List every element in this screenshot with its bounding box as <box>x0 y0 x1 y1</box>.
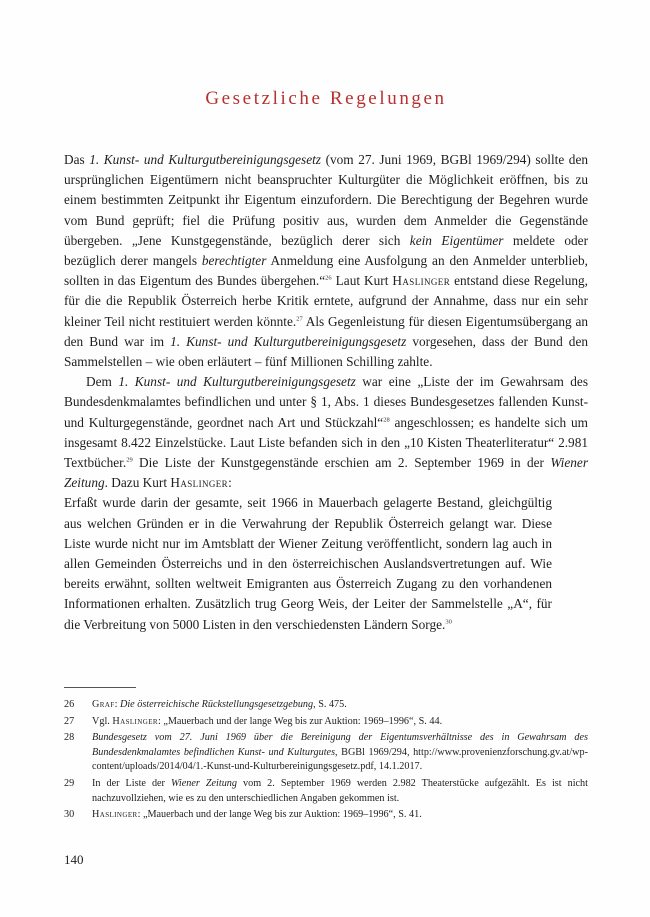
body-text <box>64 150 588 635</box>
law-title: 1. Kunst- und Kulturgutbereinigungsgesetz <box>89 152 321 167</box>
footnote-ref-27: 27 <box>296 315 303 323</box>
law-title: 1. Kunst- und Kulturgutbereinigungsgesetz <box>170 333 407 349</box>
emphasis: berechtigter <box>201 253 267 269</box>
paragraph-1: Das 1. Kunst- und Kulturgutbereinigungsgesetz (vom 27. Juni 1969, BGBl 1969/294) sollte den ursprünglichen Eigentümern nicht beanspruchter Kulturgüter die Möglichkeit eröffnen, bis zu einem bestimmten Zeitpunkt ihr Eigentum einzufordern. Die Berechtigung der Begehren wurde vom Bund geprüft; fiel die Prüfung positiv aus, wurden dem Anmelder die Gegenstände übergeben. „Jene Kunstgegenstände, bezüglich derer sich kein Eigentümer meldete oder bezüglich derer mangels berechtigter Anmeldung eine Ausfolgung an den Anmelder unterblieb, sollten in das Eigentum des Bundes übergehen.“$^{26}$ Laut Kurt Haslinger entstand diese Regelung, für die die Republik Österreich herbe Kritik erntete, aufgrund der Annahme, dass nur ein sehr kleiner Teil nicht restituiert werden könnte.$^{27}$ Als Gegenleistung für diesen Eigentumsübergang an den Bund war im 1. Kunst- und Kulturgutbereinigungsgesetz vorgesehen, dass der Bund den Sammelstellen – wie oben erläutert – fünf Millionen Schilling zahlte. <box>64 152 589 370</box>
footnotes <box>64 698 588 825</box>
newspaper-title: Wiener Zeitung <box>64 455 588 491</box>
footnote-29: 29 In der Liste der Wiener Zeitung vom 2. September 1969 werden 2.982 Theaterstücke aufgezählt. Es ist nicht nachzuvollziehen, wie es zu den unterschiedlichen Angaben gekommen ist. <box>64 777 588 804</box>
footnote-26: 26 Graf: Die österreichische Rückstellungsgesetzgebung, S. 475. <box>64 699 347 710</box>
footnote-28: 28 Bundesgesetz vom 27. Juni 1969 über die Bereinigung der Eigentumsverhältnisse des in Gewahrsam des Bundesdenkmalamtes befindlichen Kunst- und Kulturgutes, BGBl 1969/294, http://www.provenienzforschung.gv.at/wp-content/uploads/2014/04/1.-Kunst-und-Kulturbereinigungsgesetz.pdf, 14.1.2017. <box>64 732 589 773</box>
author-name: Haslinger <box>170 475 229 491</box>
footnote-ref-29: 29 <box>126 456 133 464</box>
footnote-27: 27 Vgl. Haslinger: „Mauerbach und der lange Weg bis zur Auktion: 1969–1996“, S. 44. <box>64 715 443 727</box>
footnote-30: 30 Haslinger: „Mauerbach und der lange Weg bis zur Auktion: 1969–1996“, S. 41. <box>64 809 422 821</box>
emphasis: kein Eigentümer <box>409 232 504 248</box>
footnote-divider <box>64 687 136 688</box>
page-number: 140 <box>64 852 84 867</box>
footnote-ref-26: 26 <box>325 274 332 282</box>
footnote-ref-28: 28 <box>383 416 390 424</box>
block-quote: Erfaßt wurde darin der gesamte, seit 1966 in Mauerbach gelagerte Bestand, gleichgültig aus welchen Gründen er in die Verwahrung der Republik Österreich gelangt war. Diese Liste wurde nicht nur im Amtsblatt der Wiener Zeitung veröffentlicht, sondern lag auch in allen Gemeinden Österreichs und in den österreichischen Auslandsvertretungen auf. Wie bereits erwähnt, sollten weltweit Emigranten aus Österreich Zugang zu den vorhandenen Informationen erhalten. Zusätzlich trug Georg Weis, der Leiter der Sammelstelle „A“, für die Verbreitung von 5000 Listen in den verschiedensten Ländern Sorge.$^{30}$ <box>64 495 552 632</box>
law-title: 1. Kunst- und Kulturgutbereinigungsgesetz <box>118 374 356 390</box>
paragraph-2: Dem 1. Kunst- und Kulturgutbereinigungsgesetz war eine „Liste der im Gewahrsam des Bundesdenkmalamtes befindlichen und unter § 1, Abs. 1 dieses Bundesgesetzes fallenden Kunst- und Kulturgegenstände, geordnet nach Art und Stückzahl“$^{28}$ angeschlossen; es handelte sich um insgesamt 8.422 Einzelstücke. Laut Liste befanden sich in den „10 Kisten Theaterliteratur“ 2.981 Textbücher.$^{29}$ Die Liste der Kunstgegenstände erschien am 2. September 1969 in der Wiener Zeitung. Dazu Kurt Haslinger: <box>64 374 588 491</box>
footnote-ref-30: 30 <box>445 618 452 626</box>
author-name: Haslinger <box>392 273 451 289</box>
book-page <box>64 0 588 917</box>
section-heading: Gesetzliche Regelungen <box>205 88 447 109</box>
